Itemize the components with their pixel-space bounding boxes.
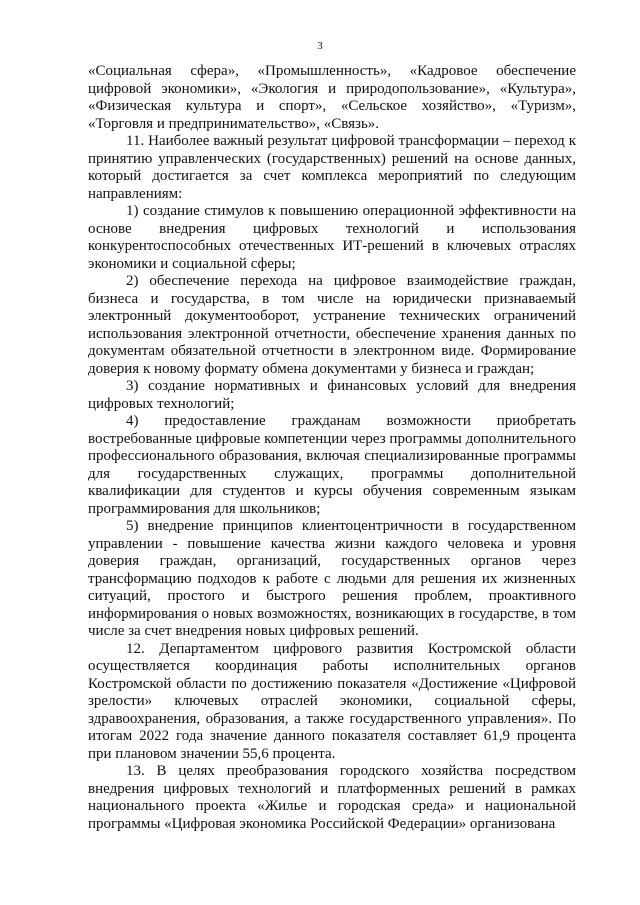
list-item-5: 5) внедрение принципов клиентоцентричности в государственном управлении - повышение качества жизни каждого человека и уровня доверия граждан, организаций, государственных органов через трансформацию подходов к работе с людьми для решения их жизненных ситуаций, простого и быстрого решения проблем, проактивного информирования о новых возможностях, возникающих в государстве, в том числе за счет внедрения новых цифровых решений. — [88, 518, 576, 639]
document-body — [88, 63, 576, 833]
list-item-4: 4) предоставление гражданам возможности приобретать востребованные цифровые компетенции через программы дополнительного профессионального образования, включая специализированные программы для государственных служащих, программы дополнительной квалификации для студентов и курсы обучения современным языкам программирования для школьников; — [88, 413, 576, 517]
paragraph-item-11: 11. Наиболее важный результат цифровой трансформации – переход к принятию управленческих (государственных) решений на основе данных, который достигается за счет комплекса мероприятий по следующим направлениям: — [88, 133, 576, 202]
paragraph-item-12: 12. Департаментом цифрового развития Костромской области осуществляется координация работы исполнительных органов Костромской области по достижению показателя «Достижение «Цифровой зрелости» ключевых отраслей экономики, социальной сферы, здравоохранения, образования, а также государственного управления». По итогам 2022 года значение данного показателя составляет 61,9 процента при плановом значении 55,6 процента. — [88, 640, 576, 762]
list-item-3: 3) создание нормативных и финансовых условий для внедрения цифровых технологий; — [88, 378, 576, 412]
paragraph-continuation: «Социальная сфера», «Промышленность», «Кадровое обеспечение цифровой экономики», «Экология и природопользование», «Культура», «Физическая культура и спорт», «Сельское хозяйство», «Туризм», «Торговля и предпринимательство», «Связь». — [88, 63, 576, 132]
page-number: 3 — [317, 40, 323, 52]
list-item-2: 2) обеспечение перехода на цифровое взаимодействие граждан, бизнеса и государства, в том числе на юридически признаваемый электронный документооборот, устранение технических ограничений использования электронной отчетности, обеспечение хранения данных по документам обязательной отчетности в электронном виде. Формирование доверия к новому формату обмена документами у бизнеса и граждан; — [88, 273, 576, 377]
paragraph-item-13: 13. В целях преобразования городского хозяйства посредством внедрения цифровых технологий и платформенных решений в рамках национального проекта «Жилье и городская среда» и национальной программы «Цифровая экономика Российской Федерации» организована — [88, 763, 576, 832]
list-item-1: 1) создание стимулов к повышению операционной эффективности на основе внедрения цифровых технологий и использования конкурентоспособных отечественных ИТ-решений в ключевых отраслях экономики и социальной сферы; — [88, 203, 576, 272]
